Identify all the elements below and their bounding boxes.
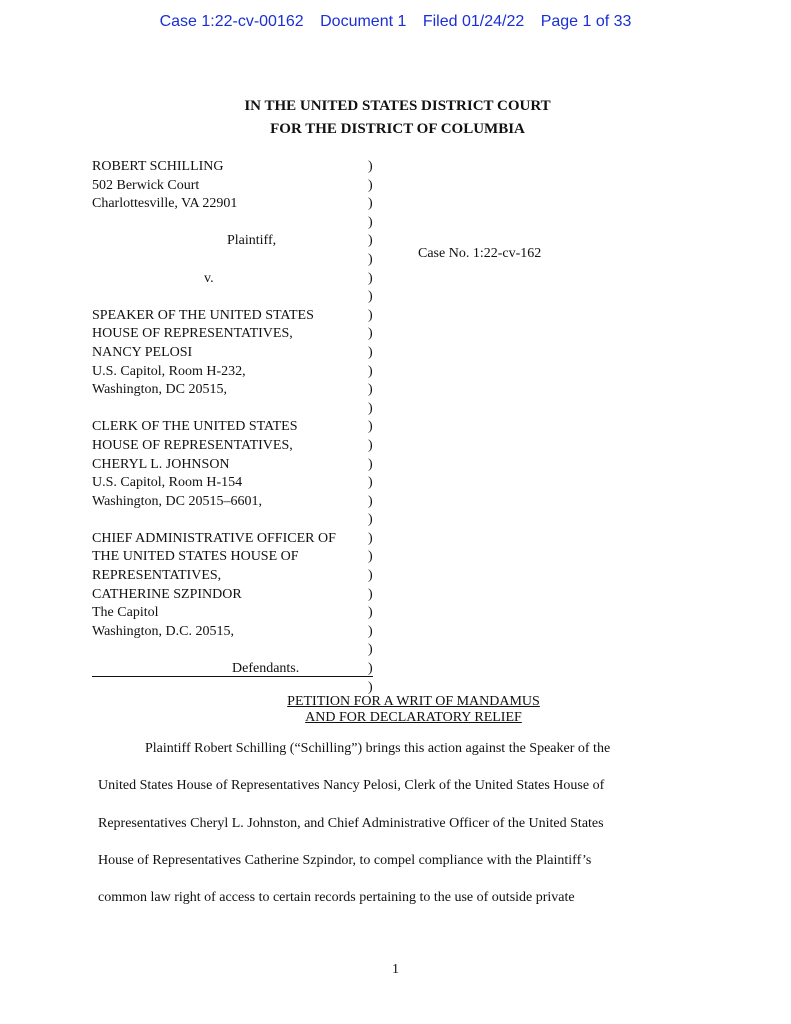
caption-paren: ) [368,493,373,509]
caption-paren: ) [368,307,373,323]
caption-line: REPRESENTATIVES, [92,568,222,584]
body-line: common law right of access to certain records pertaining to the use of outside private [98,890,575,906]
stamp-case: Case 1:22-cv-00162 [159,13,304,30]
case-caption [92,158,374,697]
caption-paren: ) [368,233,373,249]
caption-paren: ) [368,549,373,565]
body-line: Plaintiff Robert Schilling (“Schilling”) brings this action against the Speaker of the [145,741,611,756]
caption-line: Washington, DC 20515, [92,382,227,398]
caption-paren: ) [368,289,373,305]
caption-line: Washington, DC 20515–6601, [92,493,262,509]
petition-body [98,740,658,926]
caption-paren: ) [368,437,373,453]
caption-line: NANCY PELOSI [92,344,193,360]
stamp-document: Document 1 [320,13,407,30]
caption-line: HOUSE OF REPRESENTATIVES, [92,326,293,342]
caption-line: CHERYL L. JOHNSON [92,456,230,472]
caption-line: CLERK OF THE UNITED STATES [92,419,298,435]
caption-line: Washington, D.C. 20515, [92,623,234,639]
body-line: Representatives Cheryl L. Johnston, and Chief Administrative Officer of the United States [98,815,604,831]
caption-paren: ) [368,363,373,379]
court-name-line1: IN THE UNITED STATES DISTRICT COURT [244,98,551,114]
caption-paren: ) [368,642,373,658]
caption-line [92,251,374,270]
caption-paren: ) [368,512,373,528]
caption-line: 502 Berwick Court [92,177,200,193]
page-number: 1 [392,962,399,977]
caption-paren: ) [368,177,373,193]
caption-paren: ) [368,326,373,342]
caption-line [92,214,374,233]
caption-line: ROBERT SCHILLING [92,159,224,174]
caption-line: CHIEF ADMINISTRATIVE OFFICER OF [92,530,336,546]
caption-paren: ) [368,214,373,230]
caption-paren: ) [368,605,373,621]
body-line: United States House of Representatives Nancy Pelosi, Clerk of the United States House of [98,778,605,794]
body-line: House of Representatives Catherine Szpindor, to compel compliance with the Plaintiff’s [98,852,592,868]
caption-line: U.S. Capitol, Room H-154 [92,475,243,491]
petition-title-line2: AND FOR DECLARATORY RELIEF [305,710,522,725]
petition-title-line1: PETITION FOR A WRIT OF MANDAMUS [287,694,540,709]
stamp-filed: Filed 01/24/22 [422,13,525,30]
caption-paren: ) [368,661,373,677]
caption-line: The Capitol [92,605,159,621]
caption-line: CATHERINE SZPINDOR [92,586,242,602]
caption-line: U.S. Capitol, Room H-232, [92,363,246,379]
caption-paren: ) [368,196,373,212]
caption-line [92,641,374,660]
caption-line [92,400,374,419]
caption-paren-column [368,158,373,697]
caption-paren: ) [368,251,373,267]
caption-paren: ) [368,159,373,174]
caption-paren: ) [368,456,373,472]
caption-line: THE UNITED STATES HOUSE OF [92,549,299,565]
court-name-line2: FOR THE DISTRICT OF COLUMBIA [270,121,525,137]
caption-line: HOUSE OF REPRESENTATIVES, [92,437,293,453]
caption-line [92,288,374,307]
plaintiff-label: Plaintiff, [227,233,277,249]
caption-paren: ) [368,400,373,416]
versus-label: v. [204,270,214,286]
caption-paren: ) [368,530,373,546]
caption-paren: ) [368,475,373,491]
caption-paren: ) [368,344,373,360]
caption-rule [92,676,373,677]
caption-paren: ) [368,270,373,286]
filing-stamp [0,13,791,31]
caption-paren: ) [368,568,373,584]
caption-paren: ) [368,679,373,695]
defendants-label: Defendants. [232,661,300,677]
caption-line: SPEAKER OF THE UNITED STATES [92,307,314,323]
caption-paren: ) [368,382,373,398]
caption-paren: ) [368,419,373,435]
case-number: Case No. 1:22-cv-162 [418,246,542,261]
caption-line [92,511,374,530]
caption-paren: ) [368,586,373,602]
caption-line: Charlottesville, VA 22901 [92,196,238,212]
caption-paren: ) [368,623,373,639]
stamp-page: Page 1 of 33 [540,13,632,30]
